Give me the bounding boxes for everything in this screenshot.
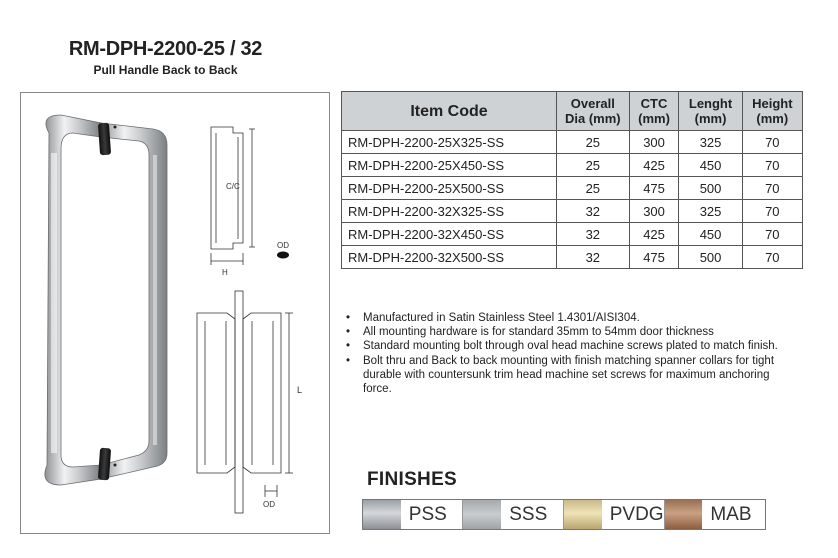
cell-ctc: 475 (629, 246, 679, 269)
finishes-strip (362, 499, 766, 530)
cc-dimension-label: C/C (226, 182, 240, 191)
finish-label-mab: MAB (710, 503, 752, 525)
features-list (344, 311, 794, 396)
cell-overall-dia: 25 (557, 131, 630, 154)
cell-length: 325 (679, 131, 742, 154)
header-overall-dia: Overall Dia (mm) (557, 92, 630, 131)
product-subtitle: Pull Handle Back to Back (93, 63, 238, 77)
cell-overall-dia: 32 (557, 246, 630, 269)
cell-item-code: RM-DPH-2200-32X325-SS (342, 200, 557, 223)
cell-ctc: 425 (629, 223, 679, 246)
cell-height: 70 (742, 177, 802, 200)
cell-overall-dia: 25 (557, 177, 630, 200)
header-height: Height (mm) (742, 92, 802, 131)
swatch-pvdg (564, 500, 602, 529)
cell-height: 70 (742, 200, 802, 223)
handle-illustration (21, 93, 329, 533)
header-length: Lenght (mm) (679, 92, 742, 131)
product-drawing-panel (20, 92, 330, 534)
table-row (342, 223, 803, 246)
cell-item-code: RM-DPH-2200-25X500-SS (342, 177, 557, 200)
finish-label-sss: SSS (501, 500, 564, 529)
cell-ctc: 300 (629, 200, 679, 223)
h-dimension-label: H (222, 268, 228, 277)
back-to-back-elevation-drawing (197, 291, 293, 513)
finish-label-pss: PSS (401, 500, 464, 529)
product-title: RM-DPH-2200-25 / 32 (68, 38, 263, 60)
header-item-code: Item Code (342, 92, 557, 131)
finishes-heading: FINISHES (367, 469, 458, 490)
spec-table (341, 91, 803, 269)
table-row (342, 177, 803, 200)
cell-item-code: RM-DPH-2200-25X325-SS (342, 131, 557, 154)
cell-length: 450 (679, 223, 742, 246)
header-ctc: CTC (mm) (629, 92, 679, 131)
list-item: • All mounting hardware is for standard 35mm to 54mm door thickness (344, 325, 794, 339)
spec-table-header-row (342, 92, 803, 131)
length-dimension-label: L (297, 385, 303, 395)
cell-length: 450 (679, 154, 742, 177)
swatch-pss (363, 500, 401, 529)
cell-height: 70 (742, 246, 802, 269)
table-row (342, 200, 803, 223)
list-item: • Manufactured in Satin Stainless Steel 1.4301/AISI304. (344, 311, 794, 325)
cell-ctc: 300 (629, 131, 679, 154)
table-row (342, 154, 803, 177)
od-bottom-dimension-label: OD (263, 500, 275, 509)
finish-label-pvdg: PVDG (602, 500, 665, 529)
cell-length: 500 (679, 177, 742, 200)
cell-height: 70 (742, 223, 802, 246)
list-item: • Standard mounting bolt through oval head machine screws plated to match finish. (344, 339, 794, 353)
cell-ctc: 425 (629, 154, 679, 177)
cell-length: 325 (679, 200, 742, 223)
cell-item-code: RM-DPH-2200-32X450-SS (342, 223, 557, 246)
cell-item-code: RM-DPH-2200-32X500-SS (342, 246, 557, 269)
cell-overall-dia: 32 (557, 200, 630, 223)
table-row (342, 131, 803, 154)
cell-height: 70 (742, 131, 802, 154)
table-row (342, 246, 803, 269)
cell-item-code: RM-DPH-2200-25X450-SS (342, 154, 557, 177)
list-item: • Bolt thru and Back to back mounting with finish matching spanner collars for tight durable with countersunk trim head machine set screws for maximum anchoring force. (344, 354, 794, 397)
cell-overall-dia: 25 (557, 154, 630, 177)
cell-height: 70 (742, 154, 802, 177)
cell-ctc: 475 (629, 177, 679, 200)
pull-handle-photo (45, 115, 167, 485)
od-dimension-label: OD (277, 241, 289, 250)
cell-length: 500 (679, 246, 742, 269)
cell-overall-dia: 32 (557, 223, 630, 246)
swatch-sss (463, 500, 501, 529)
swatch-mab (665, 500, 703, 529)
